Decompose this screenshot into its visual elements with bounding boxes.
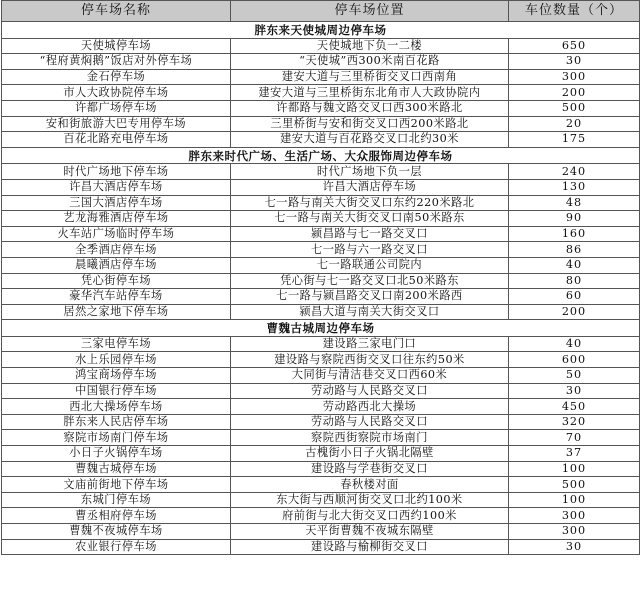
space-count-cell: 500	[509, 477, 640, 493]
parking-name-cell: 凭心街停车场	[2, 273, 231, 289]
table-row	[2, 226, 640, 242]
parking-location-cell: 许昌大酒店停车场	[231, 179, 509, 195]
table-row	[2, 179, 640, 195]
table-row	[2, 539, 640, 555]
table-row	[2, 430, 640, 446]
table-row	[2, 100, 640, 116]
parking-name-cell: 许昌大酒店停车场	[2, 179, 231, 195]
parking-location-cell: 三里桥街与安和街交叉口西200米路北	[231, 116, 509, 132]
parking-location-cell: 劳动路与人民路交叉口	[231, 414, 509, 430]
parking-location-cell: 颍昌大道与南关大街交叉口	[231, 304, 509, 320]
parking-location-cell: 府前街与北大街交叉口西约100米	[231, 508, 509, 524]
table-row	[2, 492, 640, 508]
space-count-cell: 175	[509, 132, 640, 148]
parking-name-cell: 三国大酒店停车场	[2, 195, 231, 211]
parking-name-cell: 金石停车场	[2, 69, 231, 85]
table-row	[2, 446, 640, 462]
space-count-cell: 30	[509, 539, 640, 555]
table-row	[2, 257, 640, 273]
parking-location-cell: 凭心街与七一路交叉口北50米路东	[231, 273, 509, 289]
table-row	[2, 383, 640, 399]
parking-location-cell: 七一路与六一路交叉口	[231, 242, 509, 258]
space-count-cell: 500	[509, 100, 640, 116]
table-row	[2, 304, 640, 320]
parking-location-cell: 七一路联通公司院内	[231, 257, 509, 273]
space-count-cell: 300	[509, 524, 640, 540]
space-count-cell: 600	[509, 352, 640, 368]
table-row	[2, 132, 640, 148]
section-header-row	[2, 320, 640, 337]
parking-name-cell: 天使城停车场	[2, 38, 231, 54]
section-title: 胖东来天使城周边停车场	[2, 22, 640, 39]
parking-location-cell: 天使城地下负一二楼	[231, 38, 509, 54]
parking-location-cell: 大同街与清洁巷交叉口西60米	[231, 368, 509, 384]
parking-location-cell: 七一路与南关大街交叉口东约220米路北	[231, 195, 509, 211]
space-count-cell: 48	[509, 195, 640, 211]
space-count-cell: 30	[509, 383, 640, 399]
space-count-cell: 90	[509, 211, 640, 227]
space-count-cell: 200	[509, 85, 640, 101]
parking-name-cell: 水上乐园停车场	[2, 352, 231, 368]
parking-name-cell: 曹魏古城停车场	[2, 461, 231, 477]
space-count-cell: 40	[509, 257, 640, 273]
parking-location-cell: 建设路与察院西街交叉口往东约50米	[231, 352, 509, 368]
space-count-cell: 320	[509, 414, 640, 430]
parking-name-cell: 胖东来人民店停车场	[2, 414, 231, 430]
parking-location-cell: 建设路与学巷街交叉口	[231, 461, 509, 477]
table-row	[2, 54, 640, 70]
parking-name-cell: 察院市场南门停车场	[2, 430, 231, 446]
table-row	[2, 69, 640, 85]
table-row	[2, 289, 640, 305]
parking-location-cell: 建设路与榆柳街交叉口	[231, 539, 509, 555]
parking-location-cell: 建安大道与三里桥街东北角市人大政协院内	[231, 85, 509, 101]
space-count-cell: 70	[509, 430, 640, 446]
table-row	[2, 116, 640, 132]
section-header-row	[2, 22, 640, 39]
table-row	[2, 336, 640, 352]
table-row	[2, 399, 640, 415]
parking-location-cell: 时代广场地下负一层	[231, 164, 509, 180]
parking-name-cell: 鸿宝商场停车场	[2, 368, 231, 384]
table-row	[2, 461, 640, 477]
parking-location-cell: 建安大道与三里桥街交叉口西南角	[231, 69, 509, 85]
table-row	[2, 85, 640, 101]
parking-name-cell: “程府黄焖鹅”饭店对外停车场	[2, 54, 231, 70]
parking-location-cell: “天使城”西300米南百花路	[231, 54, 509, 70]
parking-name-cell: 曹丞相府停车场	[2, 508, 231, 524]
parking-name-cell: 全季酒店停车场	[2, 242, 231, 258]
parking-name-cell: 安和街旅游大巴专用停车场	[2, 116, 231, 132]
parking-name-cell: 豪华汽车站停车场	[2, 289, 231, 305]
parking-name-cell: 东城门停车场	[2, 492, 231, 508]
table-row	[2, 368, 640, 384]
parking-name-cell: 许都广场停车场	[2, 100, 231, 116]
table-row	[2, 352, 640, 368]
table-row	[2, 524, 640, 540]
parking-location-cell: 春秋楼对面	[231, 477, 509, 493]
parking-name-cell: 百花北路充电停车场	[2, 132, 231, 148]
parking-name-cell: 晨曦酒店停车场	[2, 257, 231, 273]
table-row	[2, 38, 640, 54]
parking-name-cell: 居然之家地下停车场	[2, 304, 231, 320]
parking-location-cell: 许都路与魏文路交叉口西300米路北	[231, 100, 509, 116]
space-count-cell: 300	[509, 508, 640, 524]
space-count-cell: 86	[509, 242, 640, 258]
space-count-cell: 37	[509, 446, 640, 462]
parking-name-cell: 三家电停车场	[2, 336, 231, 352]
section-title: 曹魏古城周边停车场	[2, 320, 640, 337]
parking-name-cell: 农业银行停车场	[2, 539, 231, 555]
table-body	[2, 22, 640, 555]
table-header-row	[2, 1, 640, 22]
table-row	[2, 414, 640, 430]
table-row	[2, 477, 640, 493]
parking-name-cell: 火车站广场临时停车场	[2, 226, 231, 242]
space-count-cell: 160	[509, 226, 640, 242]
parking-name-cell: 中国银行停车场	[2, 383, 231, 399]
parking-name-cell: 时代广场地下停车场	[2, 164, 231, 180]
table-row	[2, 195, 640, 211]
table-row	[2, 211, 640, 227]
space-count-cell: 40	[509, 336, 640, 352]
parking-location-cell: 劳动路西北大操场	[231, 399, 509, 415]
section-title: 胖东来时代广场、生活广场、大众服饰周边停车场	[2, 147, 640, 164]
parking-name-cell: 小日子火锅停车场	[2, 446, 231, 462]
parking-name-cell: 曹魏不夜城停车场	[2, 524, 231, 540]
parking-location-cell: 东大街与西顺河街交叉口北约100米	[231, 492, 509, 508]
table-row	[2, 273, 640, 289]
parking-table	[1, 0, 640, 555]
space-count-cell: 20	[509, 116, 640, 132]
parking-location-cell: 劳动路与人民路交叉口	[231, 383, 509, 399]
header-space-count: 车位数量（个）	[509, 1, 640, 22]
table-row	[2, 242, 640, 258]
section-header-row	[2, 147, 640, 164]
space-count-cell: 650	[509, 38, 640, 54]
parking-location-cell: 建设路三家电门口	[231, 336, 509, 352]
space-count-cell: 50	[509, 368, 640, 384]
space-count-cell: 100	[509, 492, 640, 508]
space-count-cell: 30	[509, 54, 640, 70]
table-row	[2, 164, 640, 180]
space-count-cell: 300	[509, 69, 640, 85]
header-parking-name: 停车场名称	[2, 1, 231, 22]
parking-location-cell: 建安大道与百花路交叉口北约30米	[231, 132, 509, 148]
parking-name-cell: 西北大操场停车场	[2, 399, 231, 415]
parking-location-cell: 颍昌路与七一路交叉口	[231, 226, 509, 242]
parking-name-cell: 市人大政协院停车场	[2, 85, 231, 101]
parking-location-cell: 古槐街小日子火锅北隔壁	[231, 446, 509, 462]
space-count-cell: 450	[509, 399, 640, 415]
parking-name-cell: 艺龙海雅酒店停车场	[2, 211, 231, 227]
space-count-cell: 60	[509, 289, 640, 305]
parking-location-cell: 天平街曹魏不夜城东隔壁	[231, 524, 509, 540]
table-row	[2, 508, 640, 524]
space-count-cell: 100	[509, 461, 640, 477]
parking-location-cell: 察院西街察院市场南门	[231, 430, 509, 446]
parking-location-cell: 七一路与颍昌路交叉口南200米路西	[231, 289, 509, 305]
space-count-cell: 200	[509, 304, 640, 320]
parking-location-cell: 七一路与南关大街交叉口南50米路东	[231, 211, 509, 227]
header-parking-location: 停车场位置	[231, 1, 509, 22]
space-count-cell: 240	[509, 164, 640, 180]
space-count-cell: 80	[509, 273, 640, 289]
space-count-cell: 130	[509, 179, 640, 195]
parking-name-cell: 文庙前街地下停车场	[2, 477, 231, 493]
